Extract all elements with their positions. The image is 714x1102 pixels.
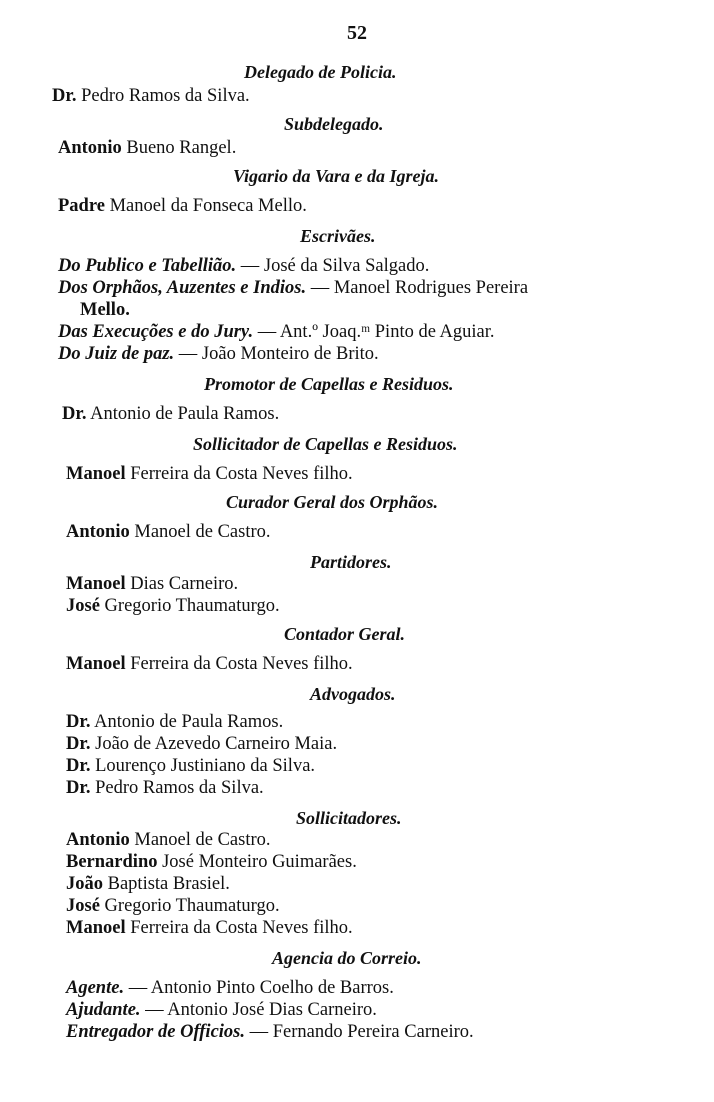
entry-title: Dr. bbox=[66, 734, 91, 754]
entry-name: José Monteiro Guimarães. bbox=[162, 852, 357, 872]
entry-name: — Fernando Pereira Carneiro. bbox=[249, 1022, 474, 1042]
entry-name: Gregorio Thaumaturgo. bbox=[104, 596, 280, 616]
entry-title: Antonio bbox=[58, 138, 122, 158]
heading-sollicitadores: Sollicitadores. bbox=[296, 808, 402, 828]
entry-title: José bbox=[66, 896, 100, 916]
entry-role: Do Publico e Tabellião. bbox=[58, 256, 237, 276]
entry-name: Pedro Ramos da Silva. bbox=[81, 86, 250, 106]
entry-escrivaes-3 bbox=[58, 322, 495, 343]
heading-sollicitador: Sollicitador de Capellas e Residuos. bbox=[193, 434, 458, 454]
entry-title: Bernardino bbox=[66, 852, 158, 872]
entry-name: Manoel de Castro. bbox=[134, 522, 271, 542]
heading-contador: Contador Geral. bbox=[284, 624, 406, 644]
entry-correio-2 bbox=[66, 1000, 377, 1021]
entry-title: Dr. bbox=[66, 712, 91, 732]
entry-title: Manoel bbox=[66, 918, 126, 938]
entry-advogados-3 bbox=[66, 756, 315, 777]
entry-title: Manoel bbox=[66, 654, 126, 674]
entry-title: Dr. bbox=[66, 778, 91, 798]
entry-name: Ferreira da Costa Neves filho. bbox=[130, 654, 353, 674]
entry-title: João bbox=[66, 874, 103, 894]
entry-subdelegado-1 bbox=[58, 138, 236, 159]
entry-name: Baptista Brasiel. bbox=[107, 874, 230, 894]
entry-name: — Antonio José Dias Carneiro. bbox=[145, 1000, 377, 1020]
entry-name: João de Azevedo Carneiro Maia. bbox=[95, 734, 338, 754]
entry-advogados-1 bbox=[66, 712, 283, 733]
entry-name: — Ant.º Joaq.ᵐ Pinto de Aguiar. bbox=[257, 322, 495, 342]
entry-name: Gregorio Thaumaturgo. bbox=[104, 896, 280, 916]
heading-escrivaes: Escrivães. bbox=[300, 226, 376, 246]
page-number: 52 bbox=[347, 22, 367, 44]
entry-title: Antonio bbox=[66, 522, 130, 542]
entry-curador-1 bbox=[66, 522, 271, 543]
entry-title: José bbox=[66, 596, 100, 616]
entry-name: — José da Silva Salgado. bbox=[240, 256, 430, 276]
entry-role: Agente. bbox=[66, 978, 125, 998]
entry-name: Dias Carneiro. bbox=[130, 574, 239, 594]
heading-correio: Agencia do Correio. bbox=[272, 948, 422, 968]
entry-title: Dr. bbox=[62, 404, 87, 424]
entry-title: Manoel bbox=[66, 574, 126, 594]
entry-correio-3 bbox=[66, 1022, 474, 1043]
entry-role: Entregador de Officios. bbox=[66, 1022, 246, 1042]
entry-sollicitadores-1 bbox=[66, 830, 271, 851]
entry-role: Do Juiz de paz. bbox=[58, 344, 175, 364]
entry-name: — Manoel Rodrigues Pereira bbox=[310, 278, 529, 298]
entry-advogados-2 bbox=[66, 734, 337, 755]
entry-name: Ferreira da Costa Neves filho. bbox=[130, 464, 353, 484]
entry-escrivaes-4 bbox=[58, 344, 379, 365]
entry-partidores-1 bbox=[66, 574, 238, 595]
entry-delegado-1 bbox=[52, 86, 250, 107]
entry-role: Das Execuções e do Jury. bbox=[58, 322, 254, 342]
entry-title: Antonio bbox=[66, 830, 130, 850]
entry-contador-1 bbox=[66, 654, 353, 675]
entry-escrivaes-2 bbox=[58, 278, 528, 299]
entry-advogados-4 bbox=[66, 778, 264, 799]
entry-vigario-1 bbox=[58, 196, 307, 217]
entry-name: Manoel da Fonseca Mello. bbox=[109, 196, 307, 216]
entry-sollicitadores-3 bbox=[66, 874, 230, 895]
entry-name: Ferreira da Costa Neves filho. bbox=[130, 918, 353, 938]
heading-promotor: Promotor de Capellas e Residuos. bbox=[204, 374, 454, 394]
heading-advogados: Advogados. bbox=[310, 684, 396, 704]
entry-title: Manoel bbox=[66, 464, 126, 484]
entry-partidores-2 bbox=[66, 596, 280, 617]
heading-vigario: Vigario da Vara e da Igreja. bbox=[233, 166, 440, 186]
entry-sollicitador-1 bbox=[66, 464, 353, 485]
heading-curador: Curador Geral dos Orphãos. bbox=[226, 492, 439, 512]
entry-name: Antonio de Paula Ramos. bbox=[94, 712, 284, 732]
entry-title: Dr. bbox=[52, 86, 77, 106]
entry-sollicitadores-2 bbox=[66, 852, 357, 873]
entry-role: Dos Orphãos, Auzentes e Indios. bbox=[58, 278, 307, 298]
entry-promotor-1 bbox=[62, 404, 279, 425]
entry-title: Padre bbox=[58, 196, 105, 216]
entry-title: Dr. bbox=[66, 756, 91, 776]
heading-delegado: Delegado de Policia. bbox=[244, 62, 397, 82]
entry-sollicitadores-5 bbox=[66, 918, 353, 939]
entry-name: Manoel de Castro. bbox=[134, 830, 271, 850]
entry-name: Pedro Ramos da Silva. bbox=[95, 778, 264, 798]
entry-escrivaes-1 bbox=[58, 256, 429, 277]
entry-name: Antonio de Paula Ramos. bbox=[90, 404, 280, 424]
heading-subdelegado: Subdelegado. bbox=[284, 114, 384, 134]
heading-partidores: Partidores. bbox=[310, 552, 392, 572]
entry-sollicitadores-4 bbox=[66, 896, 280, 917]
entry-correio-1 bbox=[66, 978, 394, 999]
entry-escrivaes-2-continued: Mello. bbox=[80, 300, 130, 320]
entry-role: Ajudante. bbox=[66, 1000, 141, 1020]
entry-name: — Antonio Pinto Coelho de Barros. bbox=[128, 978, 394, 998]
entry-name: Bueno Rangel. bbox=[126, 138, 237, 158]
entry-name: — João Monteiro de Brito. bbox=[178, 344, 379, 364]
entry-name: Lourenço Justiniano da Silva. bbox=[95, 756, 316, 776]
